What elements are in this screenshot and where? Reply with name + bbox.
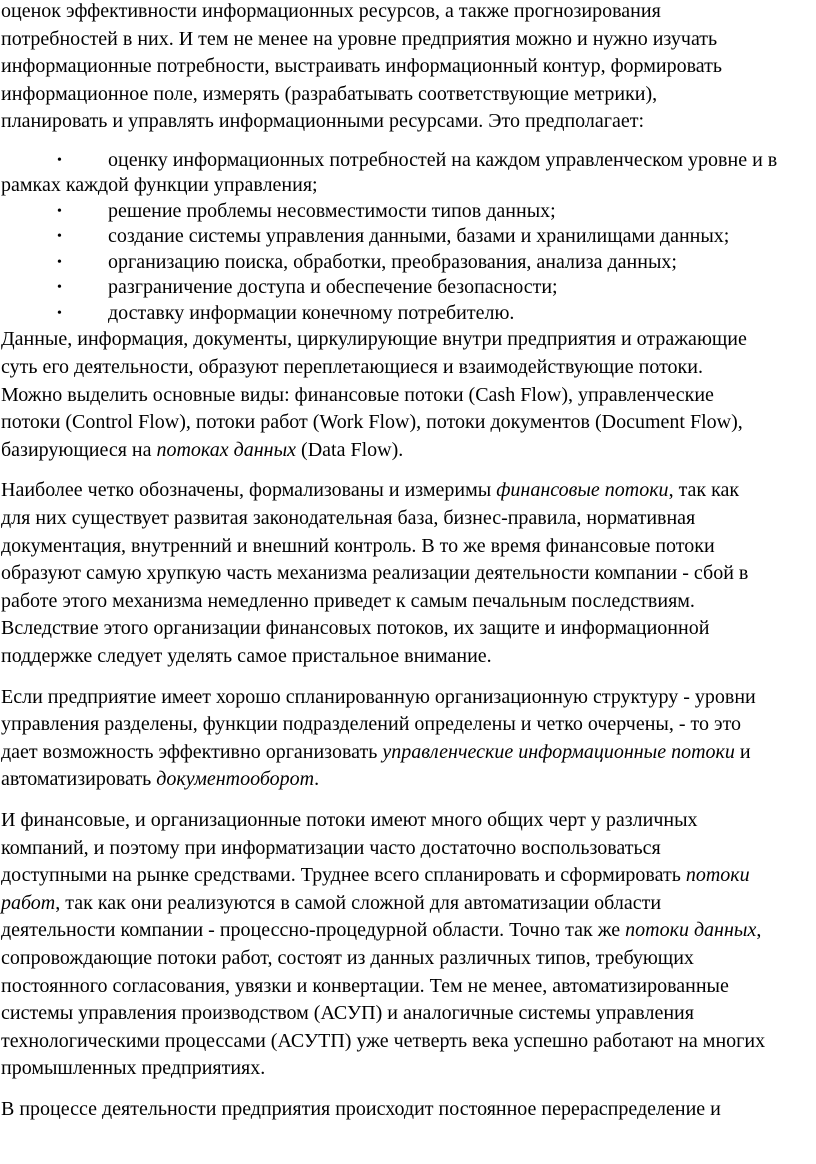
text-line: технологическими процессами (АСУТП) уже четверть века успешно работают на многих — [1, 1029, 766, 1052]
text-line: постоянного согласования, увязки и конвертации. Тем не менее, автоматизированные — [1, 974, 729, 997]
text-run: (Data Flow). — [296, 438, 404, 461]
text-line: Данные, информация, документы, циркулирующие внутри предприятия и отражающие — [1, 328, 747, 351]
text-line — [1, 862, 816, 890]
text-line: документация, внутренний и внешний контроль. В то же время финансовые потоки — [1, 534, 715, 557]
text-run: , так как они реализуются в самой сложной для автоматизации области — [55, 891, 662, 914]
text-line: потоки (Control Flow), потоки работ (Work Flow), потоки документов (Document Flow), — [1, 411, 743, 434]
emphasis-text: потоки — [685, 864, 750, 887]
paragraph-redistribution — [1, 1096, 816, 1124]
text-line: образуют самую хрупкую часть механизма реализации деятельности компании - сбой в — [1, 562, 749, 585]
text-line — [1, 437, 816, 465]
emphasis-text: управленческие информационные потоки — [382, 740, 735, 763]
text-line: суть его деятельности, образуют переплетающиеся и взаимодействующие потоки. — [1, 356, 703, 379]
text-line: для них существует развитая законодательная база, бизнес-правила, нормативная — [1, 507, 696, 530]
text-run: деятельности компании - процессно-процедурной области. Точно так же — [1, 919, 626, 942]
text-run: базирующиеся на — [1, 438, 157, 461]
bullet-icon: • — [57, 305, 62, 321]
text-line: информационные потребности, выстраивать информационный контур, формировать — [1, 55, 723, 78]
list-item — [1, 301, 816, 327]
text-line: промышленных предприятиях. — [1, 1057, 266, 1080]
emphasis-text: потоки данных — [625, 919, 757, 942]
text-line: оценок эффективности информационных ресурсов, а также прогнозирования — [1, 0, 661, 22]
text-line: поддержке следует уделять самое пристальное внимание. — [1, 645, 492, 667]
list-item — [1, 199, 816, 225]
bullet-icon: • — [57, 280, 62, 296]
text-run: , так как — [668, 479, 740, 502]
text-line: Если предприятие имеет хорошо спланированную организационную структуру - уровни — [1, 685, 756, 708]
list-item-text: разграничение доступа и обеспечение безопасности; — [108, 276, 558, 299]
bullet-icon: • — [57, 229, 62, 245]
bullet-list — [1, 148, 816, 327]
list-item-text: доставку информации конечному потребителю. — [108, 301, 515, 324]
emphasis-text: работ — [1, 891, 56, 914]
text-line: Можно выделить основные виды: финансовые потоки (Cash Flow), управленческие — [1, 383, 714, 406]
text-run: и — [734, 740, 751, 763]
emphasis-text: финансовые потоки — [496, 479, 669, 502]
list-item — [1, 224, 816, 250]
text-line: информационное поле, измерять (разрабатывать соответствующие метрики), — [1, 82, 658, 105]
intro-paragraph — [1, 0, 816, 136]
text-run: доступными на рынке средствами. Труднее всего спланировать и сформировать — [1, 864, 686, 887]
text-line — [1, 739, 816, 767]
text-line: сопровождающие потоки работ, состоят из данных различных типов, требующих — [1, 946, 694, 969]
paragraph-data-flows — [1, 326, 816, 464]
paragraph-work-flows — [1, 807, 816, 1083]
text-run: , — [756, 919, 762, 942]
bullet-icon: • — [57, 152, 62, 168]
text-run: автоматизировать — [1, 768, 157, 791]
text-line: системы управления производством (АСУП) и аналогичные системы управления — [1, 1002, 694, 1025]
text-line: Вследствие этого организации финансовых потоков, их защите и информационной — [1, 617, 710, 640]
list-item — [1, 148, 816, 199]
text-line — [1, 890, 816, 918]
text-line: И финансовые, и организационные потоки имеют много общих черт у различных — [1, 808, 698, 831]
emphasis-text: документооборот — [156, 768, 315, 791]
paragraph-management-flows — [1, 684, 816, 794]
list-item-text: оценку информационных потребностей на каждом управленческом уровне и в — [108, 148, 778, 171]
text-line: управления разделены, функции подразделений определены и четко очерчены, - то это — [1, 713, 742, 736]
text-run: Наиболее четко обозначены, формализованы и измеримы — [1, 479, 497, 502]
list-item-continuation: рамках каждой функции управления; — [1, 174, 318, 197]
list-item-text: создание системы управления данными, базами и хранилищами данных; — [108, 225, 730, 248]
text-line: потребностей в них. И тем не менее на уровне предприятия можно и нужно изучать — [1, 27, 718, 50]
text-run: дает возможность эффективно организовать — [1, 740, 383, 763]
text-line — [1, 917, 816, 945]
text-line: работе этого механизма немедленно приведет к самым печальным последствиям. — [1, 589, 695, 612]
bullet-icon: • — [57, 203, 62, 219]
list-item-text: решение проблемы несовместимости типов данных; — [108, 199, 556, 222]
paragraph-financial-flows — [1, 477, 816, 670]
list-item-text: организацию поиска, обработки, преобразования, анализа данных; — [108, 250, 677, 273]
list-item — [1, 275, 816, 301]
list-item — [1, 250, 816, 276]
text-line: компаний, и поэтому при информатизации часто достаточно воспользоваться — [1, 836, 661, 859]
emphasis-text: потоках данных — [156, 438, 297, 461]
text-line — [1, 477, 816, 505]
text-line: планировать и управлять информационными ресурсами. Это предполагает: — [1, 110, 645, 133]
text-line: В процессе деятельности предприятия происходит постоянное перераспределение и — [1, 1097, 721, 1120]
text-line — [1, 766, 816, 794]
text-run: . — [314, 768, 320, 791]
bullet-icon: • — [57, 254, 62, 270]
